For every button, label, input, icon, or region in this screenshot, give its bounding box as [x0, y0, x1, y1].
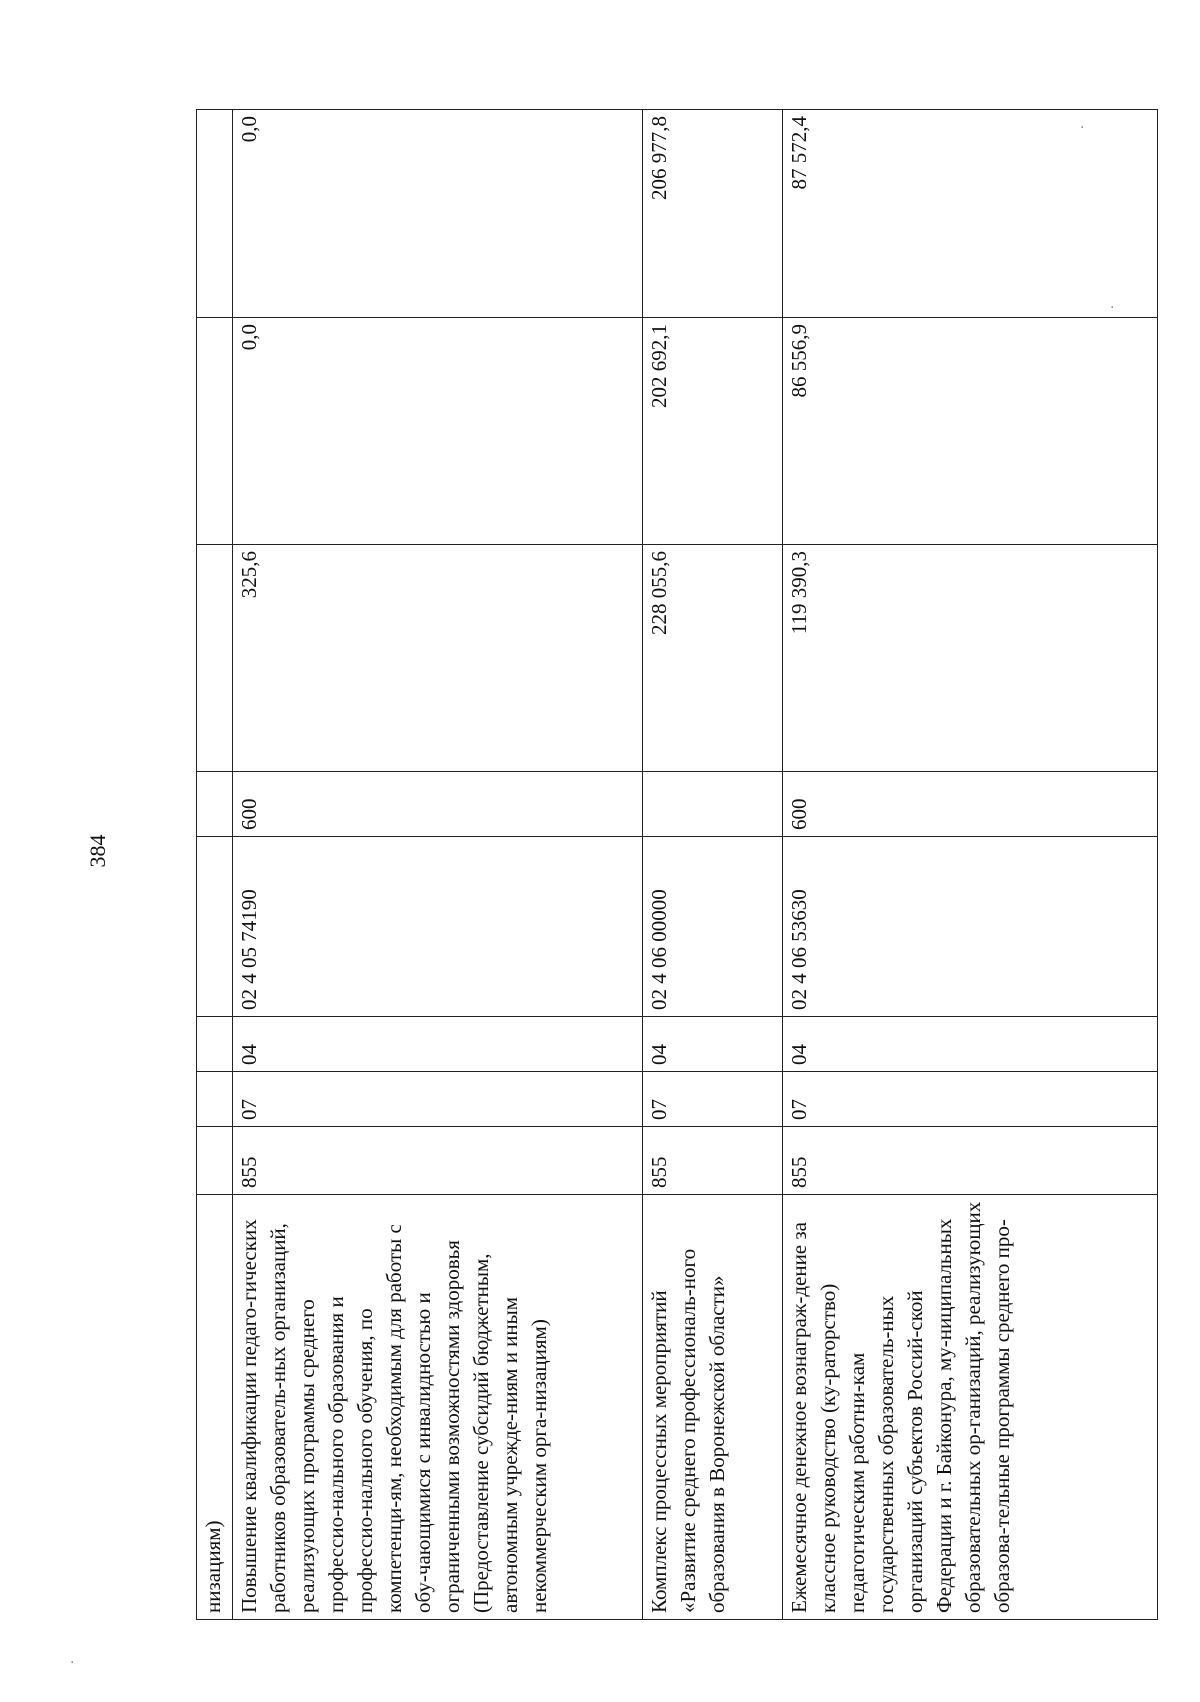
cell-amount-2: 86 556,9	[783, 318, 1158, 545]
scan-artifact: ·	[1110, 300, 1115, 316]
cell-vr	[643, 772, 783, 837]
table-row	[643, 110, 783, 1620]
cell-csr: 02 4 05 74190	[233, 837, 643, 1017]
cell-rz	[197, 1072, 233, 1127]
scan-artifact: ·	[1080, 120, 1085, 136]
cell-rz: 07	[643, 1072, 783, 1127]
budget-table	[196, 109, 1158, 1620]
cell-amount-2: 0,0	[233, 318, 643, 545]
cell-grbs: 855	[643, 1127, 783, 1195]
cell-amount-3: 87 572,4	[783, 110, 1158, 318]
cell-csr: 02 4 06 53630	[783, 837, 1158, 1017]
page-number: 384	[85, 834, 110, 868]
cell-amount-3: 206 977,8	[643, 110, 783, 318]
cell-vr	[197, 772, 233, 837]
cell-rz: 07	[783, 1072, 1158, 1127]
cell-pr: 04	[783, 1017, 1158, 1072]
cell-vr: 600	[783, 772, 1158, 837]
cell-pr: 04	[233, 1017, 643, 1072]
cell-amount-2: 202 692,1	[643, 318, 783, 545]
cell-grbs	[197, 1127, 233, 1195]
cell-amount-1: 228 055,6	[643, 545, 783, 772]
cell-amount-1: 325,6	[233, 545, 643, 772]
row-description: Повышение квалификации педаго-гических работников образователь-ных организаций, реализующих программы среднего профессио-нального образования и профессио-нального обучения, по компетенци-ям, необходимым для работы с обу-чающимися с инвалидностью и ограниченными возможностями здоровья (Предоставление субсидий бюджетным, автономным учрежде-ниям и иным некоммерческим орга-низациям)	[233, 1195, 643, 1620]
cell-amount-1: 119 390,3	[783, 545, 1158, 772]
cell-rz: 07	[233, 1072, 643, 1127]
cell-vr: 600	[233, 772, 643, 837]
cell-grbs: 855	[783, 1127, 1158, 1195]
rotated-page-content	[196, 110, 1200, 1620]
cell-csr	[197, 837, 233, 1017]
cell-amount-3: 0,0	[233, 110, 643, 318]
cell-pr: 04	[643, 1017, 783, 1072]
cell-csr: 02 4 06 00000	[643, 837, 783, 1017]
cell-amount-3	[197, 110, 233, 318]
row-description: низациям)	[197, 1195, 233, 1620]
table-row	[197, 110, 233, 1620]
cell-grbs: 855	[233, 1127, 643, 1195]
row-description: Комплекс процессных мероприятий «Развитие среднего профессиональ-ного образования в Воронежской области»	[643, 1195, 783, 1620]
scan-artifact: ·	[70, 1655, 75, 1671]
table-row	[783, 110, 1158, 1620]
row-description: Ежемесячное денежное вознаграж-дение за классное руководство (ку-раторство) педагогическим работни-кам государственных образователь-ных организаций субъектов Россий-ской Федерации и г. Байконура, му-ниципальных образовательных ор-ганизаций, реализующих образова-тельные программы среднего про-	[783, 1195, 1158, 1620]
cell-amount-1	[197, 545, 233, 772]
table-row	[233, 110, 643, 1620]
cell-pr	[197, 1017, 233, 1072]
cell-amount-2	[197, 318, 233, 545]
